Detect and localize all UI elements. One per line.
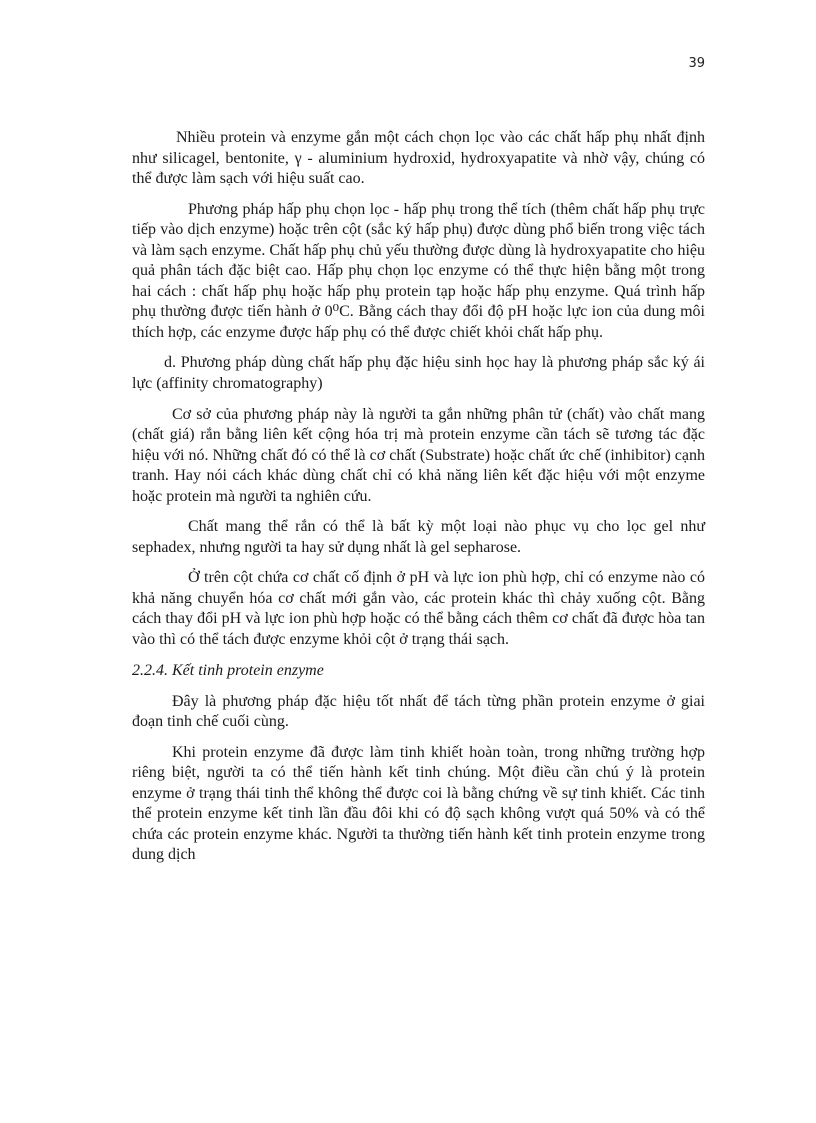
paragraph-crystallization-detail: Khi protein enzyme đã được làm tinh khiết hoàn toàn, trong những trường hợp riêng biệt, người ta có thể tiến hành kết tinh chúng. Một điều cần chú ý là protein enzyme ở trạng thái tinh thể không thể được coi là bằng chứng về sự tinh khiết. Các tinh thể protein enzyme kết tinh lần đầu đôi khi có độ sạch không vượt quá 50% và có thể chứa các protein enzyme khác. Người ta thường tiến hành kết tinh protein enzyme trong dung dịch: [132, 743, 705, 864]
section-heading: 2.2.4. Kết tinh protein enzyme: [132, 661, 324, 679]
paragraph-adsorbents: Nhiều protein và enzyme gắn một cách chọn lọc vào các chất hấp phụ nhất định như silicagel, bentonite, γ - aluminium hydroxid, hydroxyapatite và nhờ vậy, chúng có thể được làm sạch với hiệu suất cao.: [132, 129, 705, 187]
page-body: [132, 128, 705, 876]
paragraph-affinity-basis: Cơ sở của phương pháp này là người ta gắn những phân tử (chất) vào chất mang (chất giá) rắn bằng liên kết cộng hóa trị mà protein enzyme cần tách sẽ tương tác đặc hiệu với nó. Những chất đó có thể là cơ chất (Substrate) hoặc chất ức chế (inhibitor) cạnh tranh. Hay nói cách khác dùng chất chỉ có khả năng liên kết đặc hiệu với một enzyme hoặc protein mà người ta nghiên cứu.: [132, 405, 705, 505]
paragraph-column-elution: Ở trên cột chứa cơ chất cố định ở pH và lực ion phù hợp, chỉ có enzyme nào có khả năng chuyển hóa cơ chất mới gắn vào, các protein khác thì chảy xuống cột. Bằng cách thay đổi pH và lực ion phù hợp hoặc có thể bằng cách thêm cơ chất đã được hòa tan vào thì có thể tách được enzyme khỏi cột ở trạng thái sạch.: [132, 569, 705, 648]
paragraph-affinity-subheading: d. Phương pháp dùng chất hấp phụ đặc hiệu sinh học hay là phương pháp sắc ký ái lực (affinity chromatography): [132, 354, 705, 392]
paragraph-crystallization-intro: Đây là phương pháp đặc hiệu tốt nhất để tách từng phần protein enzyme ở giai đoạn tinh chế cuối cùng.: [132, 692, 705, 731]
page-number: 39: [688, 56, 705, 71]
paragraph-solid-carrier: Chất mang thể rắn có thể là bất kỳ một loại nào phục vụ cho lọc gel như sephadex, nhưng người ta hay sử dụng nhất là gel sepharose.: [132, 518, 705, 556]
paragraph-selective-adsorption: Phương pháp hấp phụ chọn lọc - hấp phụ trong thể tích (thêm chất hấp phụ trực tiếp vào dịch enzyme) hoặc trên cột (sắc ký hấp phụ) được dùng phổ biến trong việc tách và làm sạch enzyme. Chất hấp phụ chủ yếu thường được dùng là hydroxyapatite cho hiệu quả phân tách đặc biệt cao. Hấp phụ chọn lọc enzyme có thể thực hiện bằng một trong hai cách : chất hấp phụ hoặc hấp phụ protein tạp hoặc hấp phụ enzyme. Quá trình hấp phụ thường được tiến hành ở 0⁰C. Bằng cách thay đổi độ pH hoặc lực ion của dung môi thích hợp, các enzyme được hấp phụ có thể được chiết khỏi chất hấp phụ.: [132, 200, 705, 341]
